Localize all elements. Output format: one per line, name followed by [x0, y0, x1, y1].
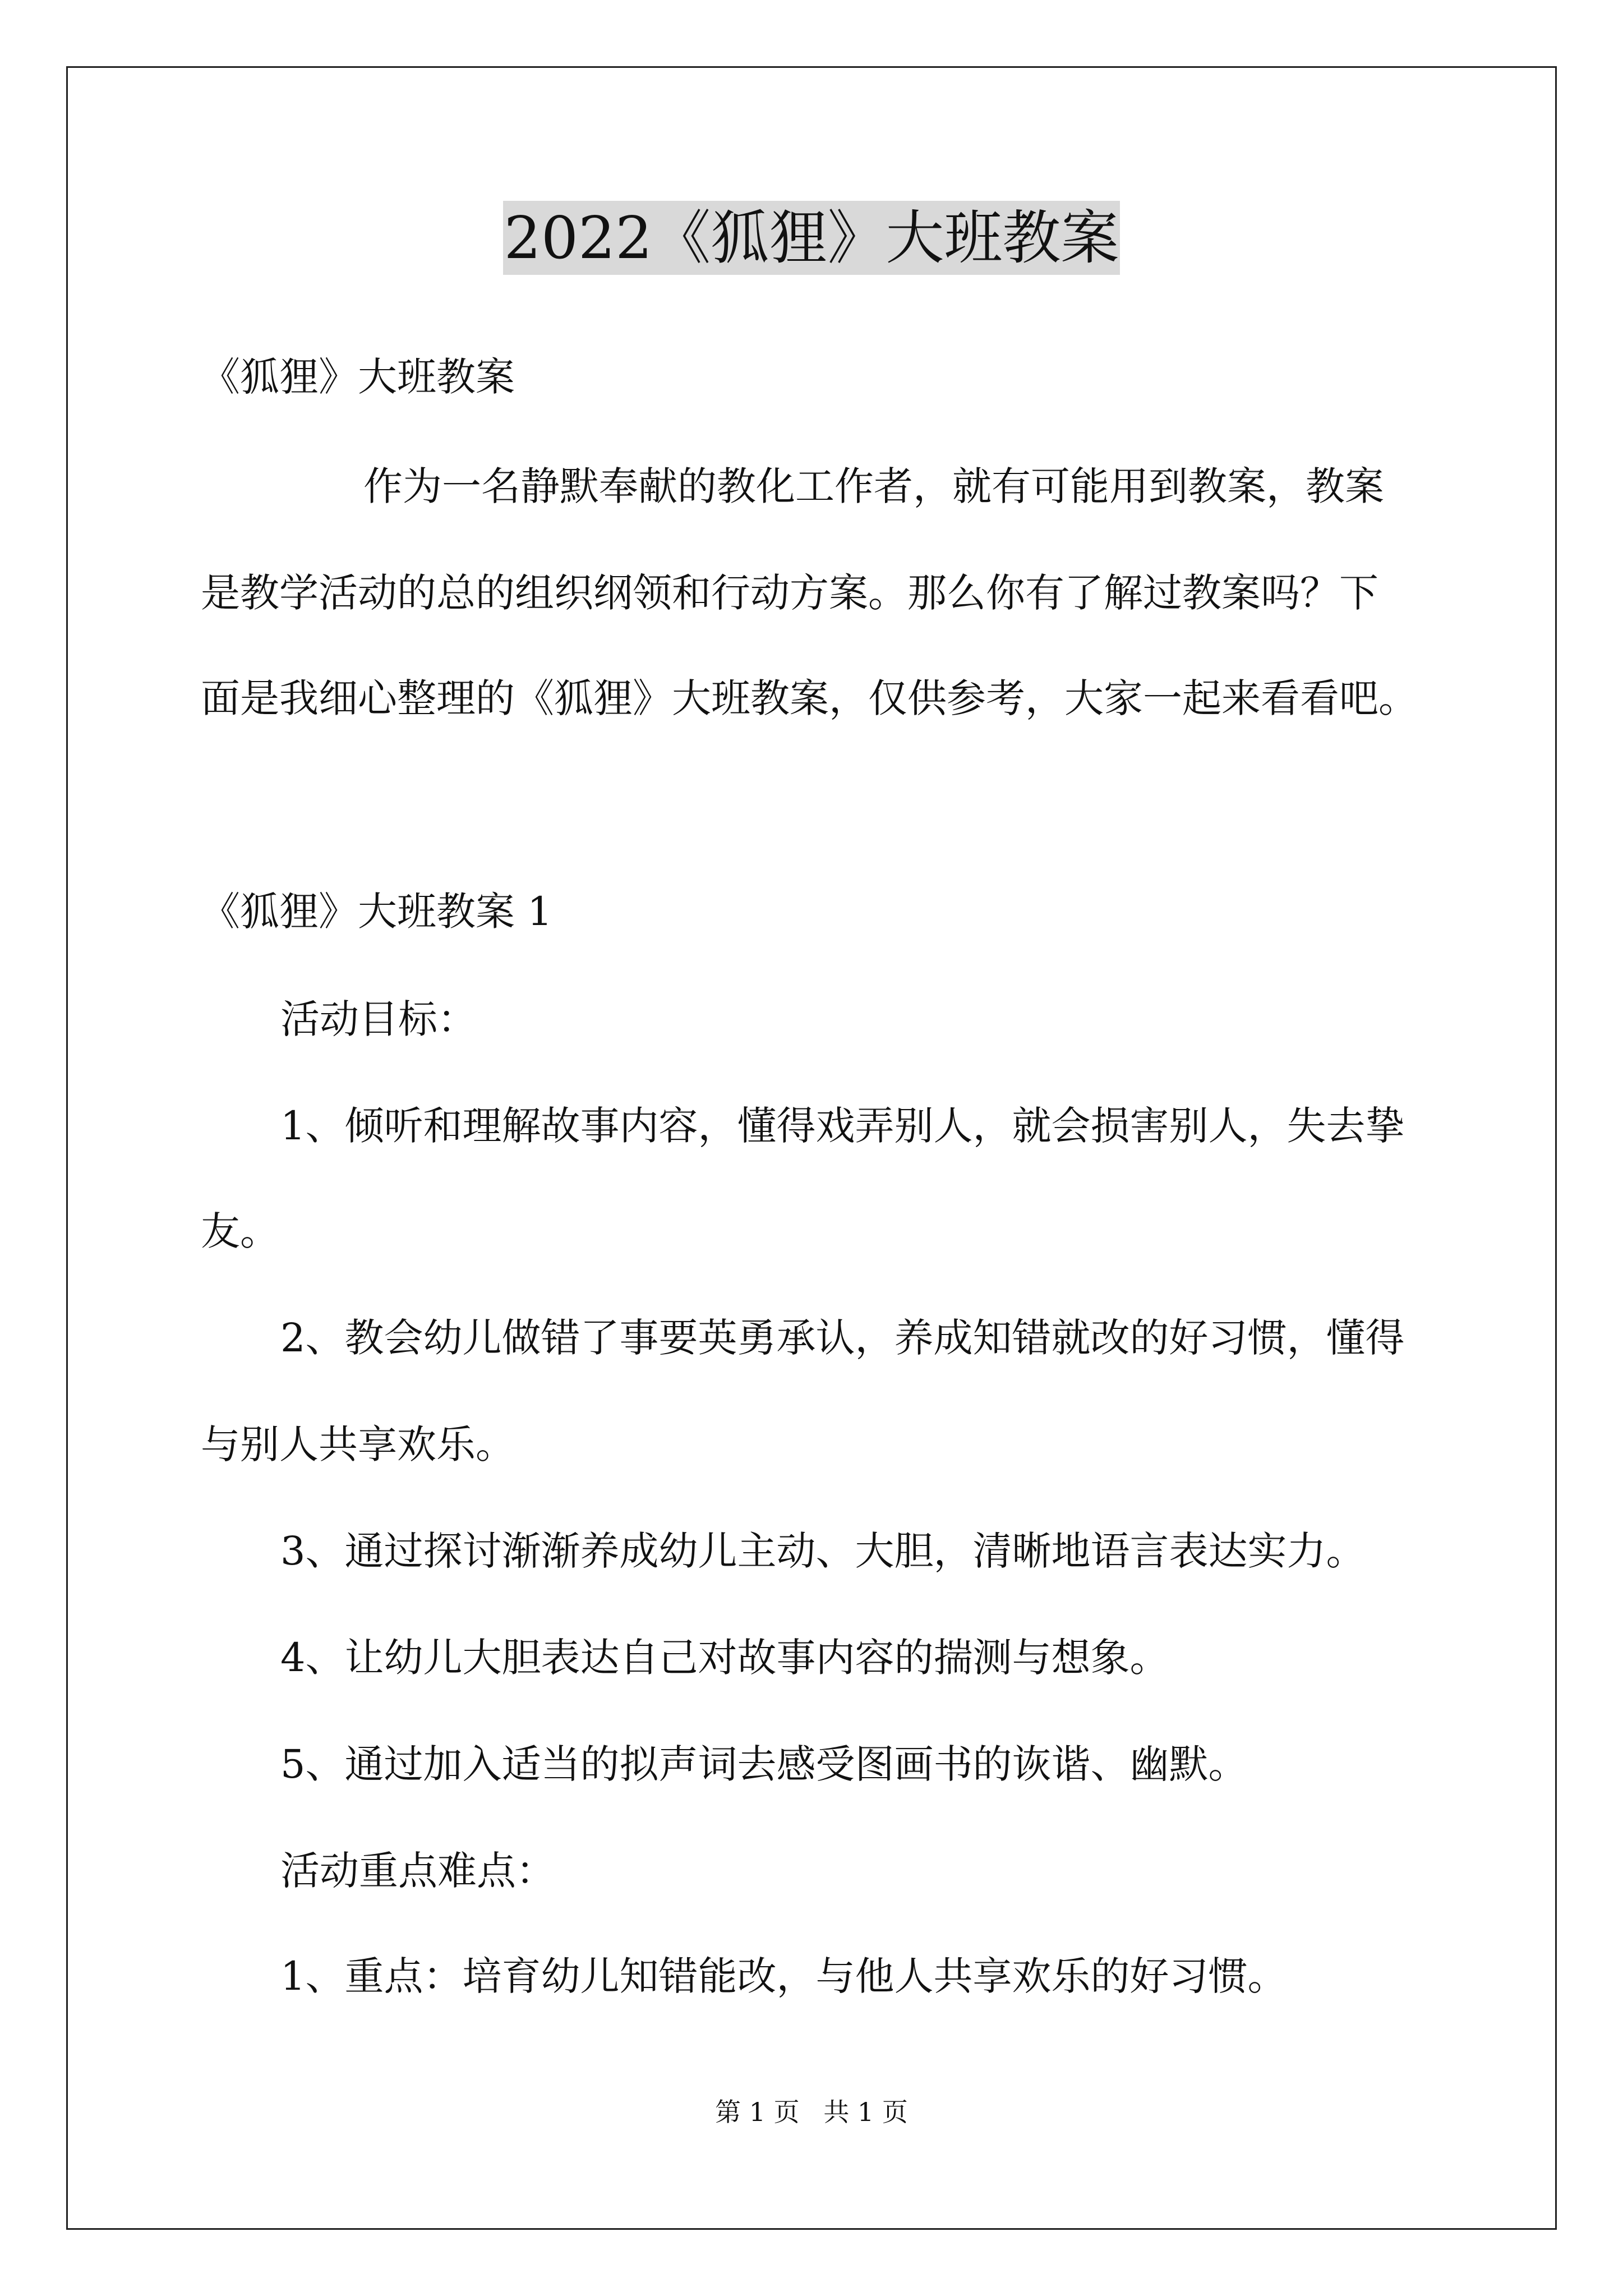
intro-line-1: 作为一名静默奉献的教化工作者，就有可能用到教案，教案: [363, 463, 1384, 509]
title-container: [0, 201, 1623, 275]
page-total: 共 1 页: [823, 2097, 908, 2127]
goal-4: 4、让幼儿大胆表达自己对故事内容的揣测与想象。: [280, 1635, 1169, 1681]
page-current: 第 1 页: [715, 2097, 800, 2127]
section-heading: 《狐狸》大班教案 1: [201, 889, 552, 935]
subtitle: 《狐狸》大班教案: [201, 354, 515, 400]
goal-1-line-2: 友。: [201, 1208, 279, 1254]
intro-line-2: 是教学活动的总的组织纲领和行动方案。那么你有了解过教案吗？下: [201, 570, 1378, 616]
intro-line-3: 面是我细心整理的《狐狸》大班教案，仅供参考，大家一起来看看吧。: [201, 675, 1418, 721]
page-footer: [0, 2095, 1623, 2129]
goal-5: 5、通过加入适当的拟声词去感受图画书的诙谐、幽默。: [280, 1741, 1248, 1787]
document-title: 2022《狐狸》大班教案: [503, 201, 1121, 275]
goal-2-line-2: 与别人共享欢乐。: [201, 1421, 515, 1467]
key-point-1: 1、重点：培育幼儿知错能改，与他人共享欢乐的好习惯。: [280, 1953, 1287, 1999]
goal-1-line-1: 1、倾听和理解故事内容，懂得戏弄别人，就会损害别人，失去挚: [280, 1103, 1405, 1149]
key-points-heading: 活动重点难点：: [280, 1848, 555, 1894]
goal-3: 3、通过探讨渐渐养成幼儿主动、大胆，清晰地语言表达实力。: [280, 1528, 1366, 1574]
goals-heading: 活动目标：: [280, 996, 477, 1042]
goal-2-line-1: 2、教会幼儿做错了事要英勇承认，养成知错就改的好习惯，懂得: [280, 1315, 1405, 1361]
